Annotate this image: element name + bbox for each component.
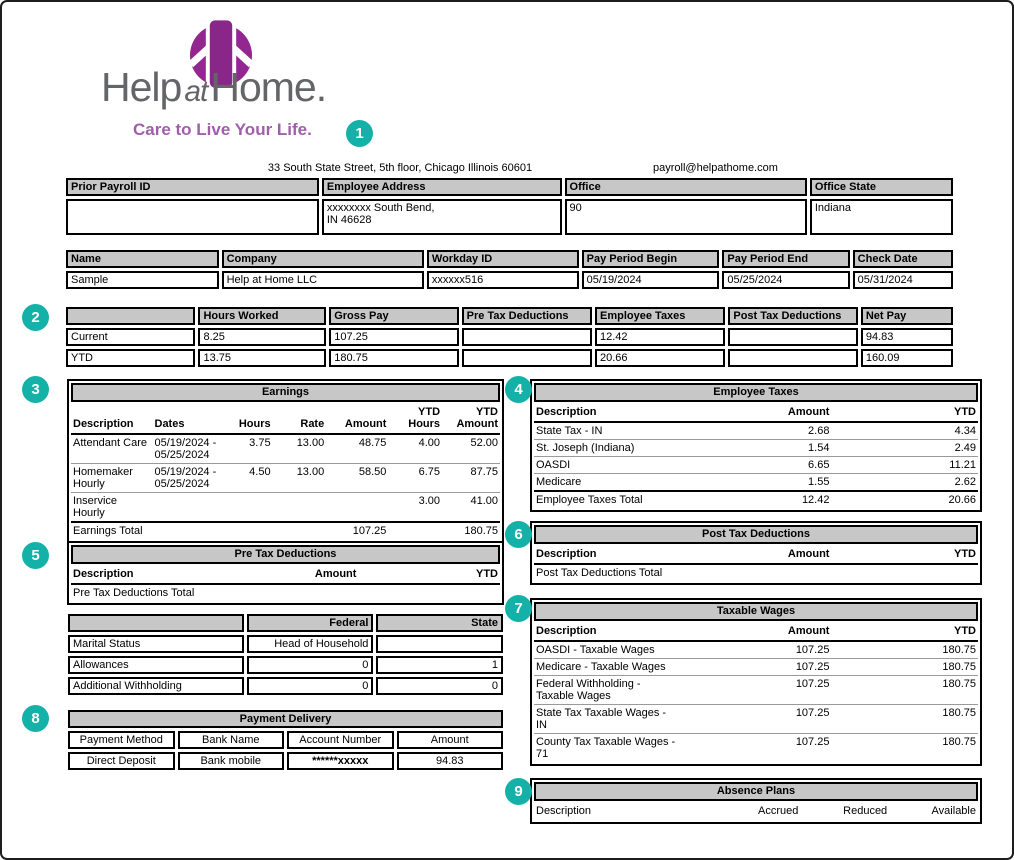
withholding-table [65,611,506,698]
col-header-net-pay: Net Pay [861,307,953,325]
withholding-row [68,677,503,695]
cell-ytd: 180.75 [831,641,978,659]
cell-row-label: YTD [66,349,195,367]
callout-3: 3 [22,376,49,403]
employee-table [63,247,956,292]
cell-state [376,635,503,653]
col-header-name: Name [66,250,219,268]
cell-ytd-taxes: 20.66 [595,349,725,367]
col-header-office: Office [565,178,807,196]
withholding-row [68,656,503,674]
col-header-amount: Amount [326,404,388,434]
cell-amount: 107.25 [734,676,832,705]
cell-state: 0 [376,677,503,695]
cell-description: Homemaker Hourly [71,464,153,493]
absence-plans-title: Absence Plans [534,782,978,801]
col-header-employee-address: Employee Address [322,178,562,196]
col-header-gross-pay: Gross Pay [329,307,458,325]
cell-total-label: Pre Tax Deductions Total [73,587,195,599]
col-header-blank [66,307,195,325]
cell-rate [273,493,327,523]
cell-rate: 13.00 [273,464,327,493]
col-header-description: Description [534,546,734,564]
cell-description: Attendant Care [71,434,153,464]
cell-ytd: 4.34 [831,422,978,440]
cell-ytd-hours: 3.00 [388,493,442,523]
col-header-description: Description [536,805,592,817]
col-header-description: Description [71,404,153,434]
tax-row [534,422,978,440]
brand-at: at [184,75,208,108]
cell-amount [326,493,388,523]
col-header-workday-id: Workday ID [427,250,579,268]
cell-ytd-net: 160.09 [861,349,953,367]
cell-total-label: Earnings Total [71,522,221,539]
earnings-title: Earnings [71,383,500,402]
brand-home: Home. [210,64,327,110]
payment-delivery-table [65,707,506,773]
cell-ytd: 11.21 [831,457,978,474]
cell-ytd-amount: 87.75 [442,464,500,493]
tax-row [534,457,978,474]
employee-taxes-total-row [534,491,978,508]
cell-ytd-gross: 180.75 [329,349,458,367]
callout-8: 8 [22,705,49,732]
earnings-row [71,434,500,464]
withholding-row [68,635,503,653]
col-header-office-state: Office State [810,178,953,196]
col-header-reduced: Reduced [843,805,888,817]
cell-rate: 13.00 [273,434,327,464]
cell-hours [221,493,272,523]
info-table [63,175,956,238]
post-tax-deductions-section [530,521,982,585]
cell-account-number: ******xxxxx [287,752,394,770]
cell-label: Marital Status [68,635,244,653]
cell-current-gross: 107.25 [329,328,458,346]
cell-current-pretax [462,328,592,346]
cell-amount: 2.68 [734,422,832,440]
brand-wordmark [101,64,326,111]
cell-amount: 6.65 [734,457,832,474]
payment-row [68,752,503,770]
cell-check-date: 05/31/2024 [853,271,953,289]
cell-description: Medicare - Taxable Wages [534,659,734,676]
cell-amount: 94.83 [397,752,504,770]
payroll-email: payroll@helpathome.com [653,162,778,174]
cell-description: St. Joseph (Indiana) [534,440,734,457]
callout-5: 5 [22,542,49,569]
cell-total-amount: 12.42 [734,491,832,508]
taxable-row [534,705,978,734]
cell-prior-payroll-id [66,199,319,235]
col-header-pay-period-begin: Pay Period Begin [582,250,720,268]
col-header-post-tax-deductions: Post Tax Deductions [728,307,857,325]
col-header-ytd-amount: YTD Amount [442,404,500,434]
cell-total-ytd-amount: 180.75 [442,522,500,539]
col-header-ytd: YTD [831,546,978,564]
cell-ytd: 2.62 [831,474,978,492]
cell-amount: 58.50 [326,464,388,493]
col-header-federal: Federal [247,614,374,632]
callout-1: 1 [346,120,373,147]
cell-description: County Tax Taxable Wages - 71 [536,736,676,760]
cell-ytd-hours: 4.00 [388,434,442,464]
employee-taxes-title: Employee Taxes [534,383,978,402]
callout-7: 7 [505,595,532,622]
cell-ytd-amount: 41.00 [442,493,500,523]
col-header-ytd: YTD [831,623,978,641]
cell-ytd: 180.75 [942,736,976,748]
taxable-wages-title: Taxable Wages [534,602,978,621]
col-header-blank [68,614,244,632]
cell-name: Sample [66,271,219,289]
callout-9: 9 [505,778,532,805]
company-address: 33 South State Street, 5th floor, Chicago Illinois 60601 [267,162,533,174]
cell-office: 90 [565,199,807,235]
pre-tax-total-row [71,584,500,601]
cell-description: Federal Withholding - Taxable Wages [534,676,734,705]
col-header-amount: Amount [734,404,832,422]
absence-plans-section [530,778,982,824]
pre-tax-deductions-section [67,541,504,605]
taxable-wages-section [530,598,982,766]
earnings-row [71,464,500,493]
cell-ytd-posttax [728,349,857,367]
col-header-amount: Amount [397,731,504,749]
col-header-state: State [376,614,503,632]
brand-help: Help [101,64,182,110]
cell-total-ytd: 20.66 [831,491,978,508]
cell-ytd: 180.75 [831,659,978,676]
cell-workday-id: xxxxxx516 [427,271,579,289]
employee-taxes-section [530,379,982,512]
cell-amount: 107.25 [734,641,832,659]
callout-2: 2 [22,304,49,331]
cell-ytd: 2.49 [831,440,978,457]
col-header-check-date: Check Date [853,250,953,268]
col-header-payment-method: Payment Method [68,731,175,749]
post-tax-title: Post Tax Deductions [534,525,978,544]
col-header-description: Description [71,566,264,584]
col-header-hours: Hours [221,404,272,434]
pre-tax-title: Pre Tax Deductions [71,545,500,564]
taxable-row [534,676,978,705]
cell-dates [153,493,222,523]
earnings-row [71,493,500,523]
earnings-total-row [71,522,500,539]
cell-total-label: Post Tax Deductions Total [536,567,663,579]
cell-current-taxes: 12.42 [595,328,725,346]
cell-hours: 3.75 [221,434,272,464]
col-header-ytd: YTD [358,566,500,584]
cell-ytd-hours: 13.75 [198,349,326,367]
cell-amount: 48.75 [326,434,388,464]
cell-state: 1 [376,656,503,674]
cell-description: Medicare [534,474,734,492]
tax-row [534,474,978,492]
taxable-row [534,659,978,676]
cell-amount: 107.25 [734,705,832,734]
cell-amount: 107.25 [795,736,830,748]
cell-description: State Tax - IN [534,422,734,440]
cell-amount: 1.54 [734,440,832,457]
col-header-employee-taxes: Employee Taxes [595,307,725,325]
col-header-prior-payroll-id: Prior Payroll ID [66,178,319,196]
cell-office-state: Indiana [810,199,953,235]
cell-employee-address: xxxxxxxx South Bend, IN 46628 [322,199,562,235]
col-header-pre-tax-deductions: Pre Tax Deductions [462,307,592,325]
col-header-dates: Dates [153,404,222,434]
taxable-row [534,641,978,659]
col-header-description: Description [534,623,734,641]
cell-period-begin: 05/19/2024 [582,271,720,289]
cell-ytd-amount: 52.00 [442,434,500,464]
col-header-amount: Amount [734,546,832,564]
cell-bank-name: Bank mobile [178,752,285,770]
taxable-row [534,734,978,763]
cell-description: Inservice Hourly [71,493,153,523]
cell-description: State Tax Taxable Wages - IN [534,705,734,734]
cell-row-label: Current [66,328,195,346]
cell-ytd: 180.75 [831,705,978,734]
cell-federal: 0 [247,677,374,695]
col-header-pay-period-end: Pay Period End [722,250,849,268]
cell-payment-method: Direct Deposit [68,752,175,770]
earnings-section [67,379,504,543]
cell-hours: 4.50 [221,464,272,493]
brand-tagline: Care to Live Your Life. [133,120,312,139]
cell-federal: Head of Household [247,635,374,653]
col-header-rate: Rate [273,404,327,434]
cell-amount: 107.25 [734,659,832,676]
cell-total-label: Employee Taxes Total [534,491,734,508]
cell-ytd: 180.75 [831,676,978,705]
cell-period-end: 05/25/2024 [722,271,849,289]
cell-current-hours: 8.25 [198,328,326,346]
cell-federal: 0 [247,656,374,674]
col-header-hours-worked: Hours Worked [198,307,326,325]
cell-label: Additional Withholding [68,677,244,695]
pay-summary-table [63,304,956,370]
cell-ytd-hours: 6.75 [388,464,442,493]
col-header-accrued: Accrued [758,805,799,817]
cell-ytd-pretax [462,349,592,367]
cell-description: OASDI [534,457,734,474]
cell-current-net: 94.83 [861,328,953,346]
cell-description: OASDI - Taxable Wages [534,641,734,659]
cell-amount: 1.55 [734,474,832,492]
col-header-description: Description [534,404,734,422]
cell-dates: 05/19/2024 - 05/25/2024 [153,464,222,493]
cell-label: Allowances [68,656,244,674]
cell-total-amount: 107.25 [326,522,388,539]
col-header-amount: Amount [264,566,358,584]
col-header-available: Available [931,805,976,817]
cell-company: Help at Home LLC [222,271,424,289]
cell-current-posttax [728,328,857,346]
post-tax-total-row [534,564,978,581]
col-header-account-number: Account Number [287,731,394,749]
callout-4: 4 [505,376,532,403]
callout-6: 6 [505,521,532,548]
tax-row [534,440,978,457]
col-header-amount: Amount [734,623,832,641]
col-header-ytd: YTD [831,404,978,422]
cell-dates: 05/19/2024 - 05/25/2024 [153,434,222,464]
payment-delivery-title: Payment Delivery [68,710,503,728]
col-header-bank-name: Bank Name [178,731,285,749]
col-header-ytd-hours: YTD Hours [388,404,442,434]
col-header-company: Company [222,250,424,268]
